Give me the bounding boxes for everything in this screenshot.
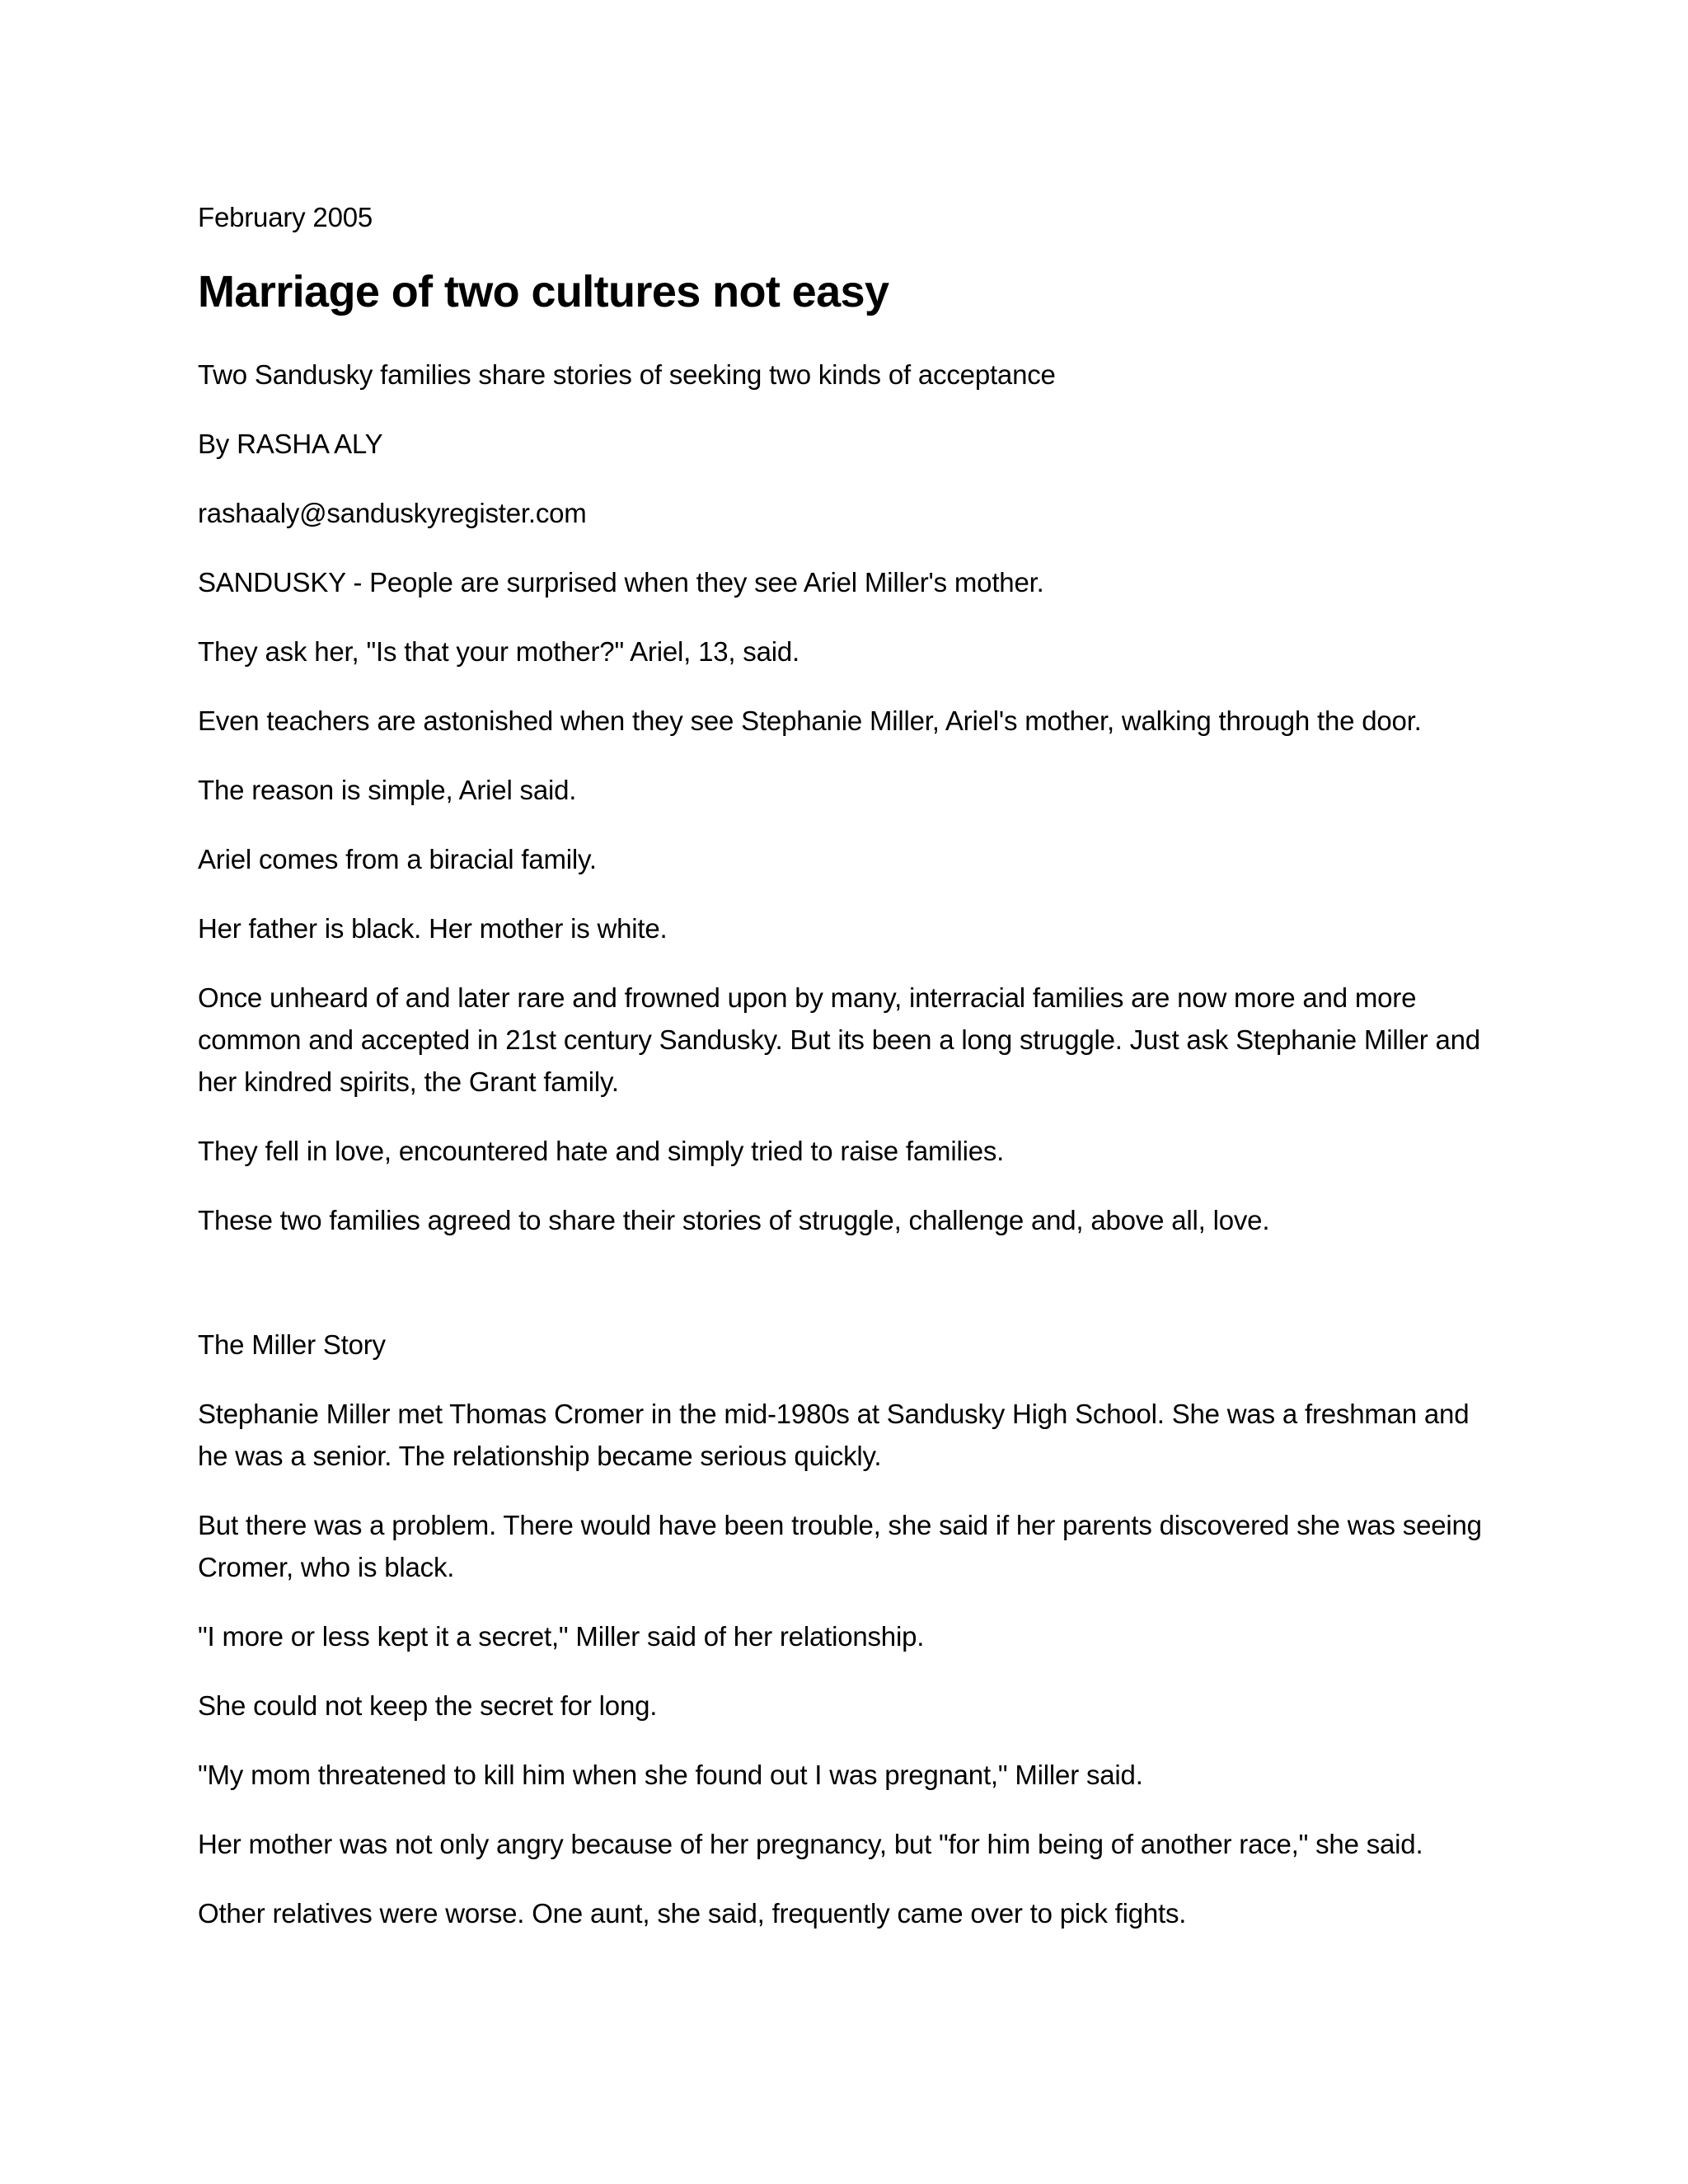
paragraph: They ask her, "Is that your mother?" Ariel, 13, said.	[198, 636, 800, 667]
paragraph: Her father is black. Her mother is white.	[198, 913, 668, 944]
section-paragraph: "My mom threatened to kill him when she found out I was pregnant," Miller said.	[198, 1760, 1143, 1790]
section-paragraph: "I more or less kept it a secret," Miller said of her relationship.	[198, 1621, 925, 1652]
section-paragraph: Her mother was not only angry because of her pregnancy, but "for him being of another race," she said.	[198, 1829, 1423, 1859]
paragraph: Even teachers are astonished when they see Stephanie Miller, Ariel's mother, walking through the door.	[198, 705, 1422, 736]
section-paragraph: She could not keep the secret for long.	[198, 1690, 658, 1721]
article-date: February 2005	[198, 202, 373, 232]
paragraph: Once unheard of and later rare and frowned upon by many, interracial families are now more and more common and accepted in 21st century Sandusky. But its been a long struggle. Just ask Stephanie Miller and her kindred spirits, the Grant family.	[198, 982, 1480, 1097]
section-paragraph: But there was a problem. There would have been trouble, she said if her parents discovered she was seeing Cromer, who is black.	[198, 1510, 1482, 1582]
paragraph: Ariel comes from a biracial family.	[198, 844, 597, 874]
section-heading: The Miller Story	[198, 1329, 386, 1360]
article-body	[198, 196, 1500, 1961]
paragraph: These two families agreed to share their stories of struggle, challenge and, above all, love.	[198, 1205, 1270, 1235]
section-paragraph: Stephanie Miller met Thomas Cromer in the mid-1980s at Sandusky High School. She was a freshman and he was a senior. The relationship became serious quickly.	[198, 1399, 1470, 1471]
paragraph: They fell in love, encountered hate and simply tried to raise families.	[198, 1136, 1005, 1166]
article-subtitle: Two Sandusky families share stories of seeking two kinds of acceptance	[198, 359, 1056, 390]
section-paragraph: Other relatives were worse. One aunt, she said, frequently came over to pick fights.	[198, 1898, 1187, 1929]
article-byline: By RASHA ALY	[198, 429, 383, 459]
paragraph: The reason is simple, Ariel said.	[198, 775, 577, 805]
article-title: Marriage of two cultures not easy	[198, 267, 889, 316]
paragraph: SANDUSKY - People are surprised when they see Ariel Miller's mother.	[198, 567, 1044, 598]
author-email: rashaaly@sanduskyregister.com	[198, 498, 587, 528]
